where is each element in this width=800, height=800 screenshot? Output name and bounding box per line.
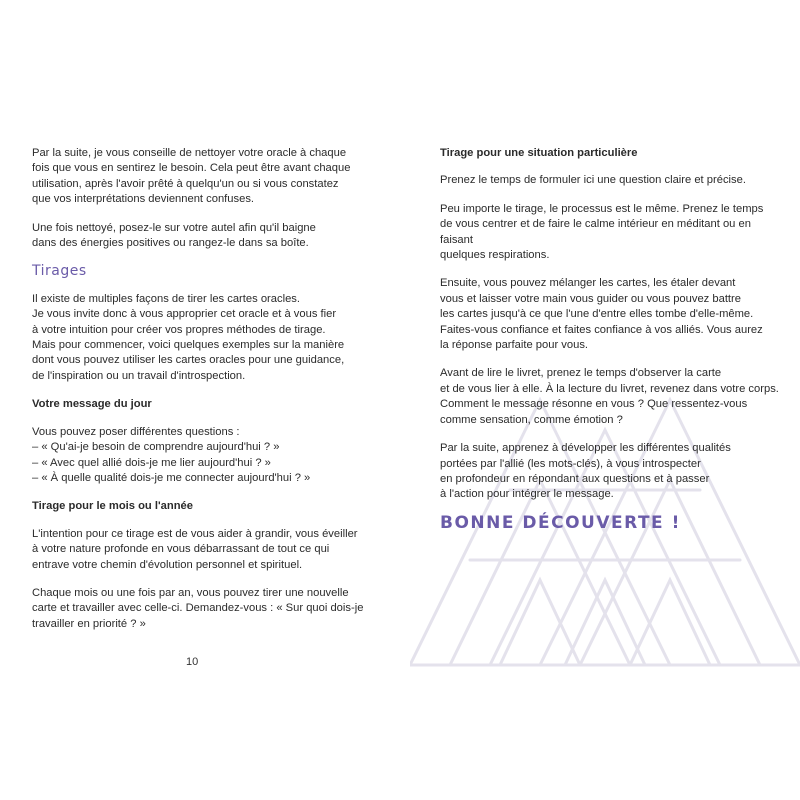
question-item: – « Avec quel allié dois-je me lier aujourd'hui ? » <box>32 456 271 469</box>
left-paragraph-1: Par la suite, je vous conseille de nettoyer votre oracle à chaque fois que vous en sentirez le besoin. Cela peut être avant chaque utilisation, après l'avoir prêté à quelqu'un ou si vous constatez que vos interprétations deviennent confuses. <box>32 147 351 206</box>
left-paragraph-5: L'intention pour ce tirage est de vous aider à grandir, vous éveiller à votre nature profonde en vous débarrassant de tout ce qui entrave votre chemin d'évolution personnel et spirituel. <box>32 527 358 571</box>
left-paragraph-6: Chaque mois ou une fois par an, vous pouvez tirer une nouvelle carte et travailler avec celle-ci. Demandez-vous : « Sur quoi dois-je travailler en priorité ? » <box>32 586 364 630</box>
subheading-message-du-jour: Votre message du jour <box>32 398 152 411</box>
right-paragraph-2: Peu importe le tirage, le processus est le même. Prenez le temps de vous centrer et de faire le calme intérieur en méditant ou en faisant quelques respirations. <box>440 202 764 262</box>
left-paragraph-3: Il existe de multiples façons de tirer les cartes oracles. Je vous invite donc à vous approprier cet oracle et à vous fier à votre intuition pour créer vos propres méthodes de tirage. Mais pour commencer, voici quelques exemples sur la manière dont vous pouvez utiliser les cartes oracles pour une guidance, de l'inspiration ou un travail d'introspection. <box>32 292 345 382</box>
right-paragraph-5: Par la suite, apprenez à développer les différentes qualités portées par l'allié (les mots-clés), à vous introspecter en profondeur en répondant aux questions et à passer à l'action pour intégrer le message. <box>440 442 731 501</box>
subheading-situation-particuliere: Tirage pour une situation particulière <box>440 147 638 159</box>
left-text-column <box>32 146 377 645</box>
right-text-column <box>440 146 785 531</box>
right-page <box>400 0 800 800</box>
right-paragraph-1: Prenez le temps de formuler ici une question claire et précise. <box>440 174 746 187</box>
left-paragraph-4: Vous pouvez poser différentes questions : <box>32 425 240 438</box>
question-item: – « Qu'ai-je besoin de comprendre aujourd'hui ? » <box>32 441 280 454</box>
question-item: – « À quelle qualité dois-je me connecter aujourd'hui ? » <box>32 471 311 484</box>
section-heading-tirages: Tirages <box>32 263 87 280</box>
page-number: 10 <box>186 656 199 668</box>
right-paragraph-3: Ensuite, vous pouvez mélanger les cartes, les étaler devant vous et laisser votre main vous guider ou vous pouvez battre les cartes jusqu'à ce que l'une d'entre elles tombe d'elle-même. Faites-vous confiance et faites confiance à vos alliés. Vous aurez la réponse parfaite pour vous. <box>440 277 763 352</box>
question-list <box>32 440 377 486</box>
right-paragraph-4: Avant de lire le livret, prenez le temps d'observer la carte et de vous lier à elle. À la lecture du livret, revenez dans votre corps. Comment le message résonne en vous ? Que ressentez-vous comme sensation, comme émotion ? <box>440 367 779 426</box>
left-paragraph-2: Une fois nettoyé, posez-le sur votre autel afin qu'il baigne dans des énergies positives ou rangez-le dans sa boîte. <box>32 221 316 250</box>
subheading-mois-annee: Tirage pour le mois ou l'année <box>32 500 193 513</box>
closing-title: BONNE DÉCOUVERTE ! <box>440 512 681 533</box>
